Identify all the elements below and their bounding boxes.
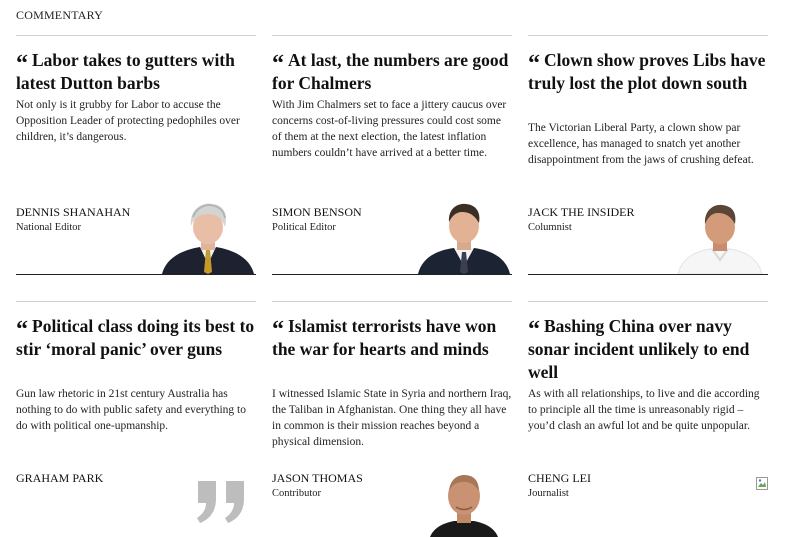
card-headline[interactable] bbox=[272, 49, 512, 95]
author-name[interactable]: GRAHAM PARK bbox=[16, 471, 104, 485]
author-portrait bbox=[416, 202, 512, 274]
card-standfirst: I witnessed Islamic State in Syria and northern Iraq, the Taliban in Afghanistan. One thing they all have in common is their mission reaches beyond a physical dimension. bbox=[272, 388, 512, 448]
card-top-rule bbox=[528, 301, 768, 302]
headline-text[interactable]: Political class doing its best to stir ‘moral panic’ over guns bbox=[16, 316, 255, 359]
byline bbox=[16, 471, 103, 488]
card-headline[interactable] bbox=[272, 315, 512, 361]
quote-icon: “ bbox=[272, 51, 284, 77]
card-bottom-rule bbox=[272, 274, 512, 275]
author-portrait bbox=[672, 202, 768, 274]
commentary-card[interactable] bbox=[272, 301, 512, 537]
card-standfirst: As with all relationships, to live and die according to principle all the time is unreasonably rigid – you’d clash an awful lot and be quite unpopular. bbox=[528, 388, 760, 432]
headline-text[interactable]: Labor takes to gutters with latest Dutton barbs bbox=[16, 50, 235, 93]
author-role: Political Editor bbox=[272, 222, 336, 233]
headline-text[interactable]: Bashing China over navy sonar incident unlikely to end well bbox=[528, 316, 750, 382]
quote-icon: “ bbox=[272, 317, 284, 343]
byline bbox=[272, 205, 362, 233]
headline-text[interactable]: Clown show proves Libs have truly lost the plot down south bbox=[528, 50, 766, 93]
card-top-rule bbox=[16, 301, 256, 302]
card-standfirst: With Jim Chalmers set to face a jittery caucus over concerns cost-of-living pressures could cost some of them at the next election, the latest inflation numbers couldn’t have arrived at a better time. bbox=[272, 99, 507, 159]
commentary-card[interactable] bbox=[16, 35, 256, 275]
byline bbox=[528, 205, 634, 233]
commentary-card[interactable] bbox=[272, 35, 512, 275]
byline bbox=[16, 205, 130, 233]
card-standfirst: Not only is it grubby for Labor to accuse the Opposition Leader of protecting pedophiles over children, it’s dangerous. bbox=[16, 99, 240, 143]
quote-icon: “ bbox=[16, 317, 28, 343]
card-top-rule bbox=[272, 35, 512, 36]
author-role: Columnist bbox=[528, 222, 572, 233]
author-name[interactable]: CHENG LEI bbox=[528, 471, 591, 485]
author-portrait bbox=[160, 202, 256, 274]
quote-icon: “ bbox=[16, 51, 28, 77]
headline-text[interactable]: At last, the numbers are good for Chalmers bbox=[272, 50, 509, 93]
author-name[interactable]: DENNIS SHANAHAN bbox=[16, 205, 131, 219]
card-top-rule bbox=[528, 35, 768, 36]
author-name[interactable]: JASON THOMAS bbox=[272, 471, 363, 485]
quote-icon: “ bbox=[528, 51, 540, 77]
author-role: Journalist bbox=[528, 488, 569, 499]
author-name[interactable]: SIMON BENSON bbox=[272, 205, 362, 219]
author-role: Contributor bbox=[272, 488, 321, 499]
card-standfirst: The Victorian Liberal Party, a clown show par excellence, has managed to snatch yet another disappointment from the jaws of crushing defeat. bbox=[528, 122, 754, 166]
card-standfirst: Gun law rhetoric in 21st century Australia has nothing to do with public safety and everything to do with political one-upmanship. bbox=[16, 388, 246, 432]
section-title: COMMENTARY bbox=[16, 8, 104, 22]
headline-text[interactable]: Islamist terrorists have won the war for hearts and minds bbox=[272, 316, 497, 359]
card-bottom-rule bbox=[528, 274, 768, 275]
card-headline[interactable] bbox=[16, 315, 256, 361]
card-headline[interactable] bbox=[16, 49, 256, 95]
card-top-rule bbox=[16, 35, 256, 36]
author-name[interactable]: JACK THE INSIDER bbox=[528, 205, 635, 219]
card-bottom-rule bbox=[16, 274, 256, 275]
card-top-rule bbox=[272, 301, 512, 302]
commentary-card[interactable] bbox=[16, 301, 256, 537]
quote-placeholder-icon bbox=[192, 477, 252, 525]
card-headline[interactable] bbox=[528, 315, 768, 384]
byline bbox=[272, 471, 363, 499]
author-role: National Editor bbox=[16, 222, 82, 233]
commentary-card[interactable] bbox=[528, 301, 768, 537]
author-portrait bbox=[416, 469, 512, 537]
quote-icon: “ bbox=[528, 317, 540, 343]
byline bbox=[528, 471, 591, 499]
broken-image-icon bbox=[756, 477, 768, 490]
commentary-card[interactable] bbox=[528, 35, 768, 275]
card-headline[interactable] bbox=[528, 49, 768, 95]
